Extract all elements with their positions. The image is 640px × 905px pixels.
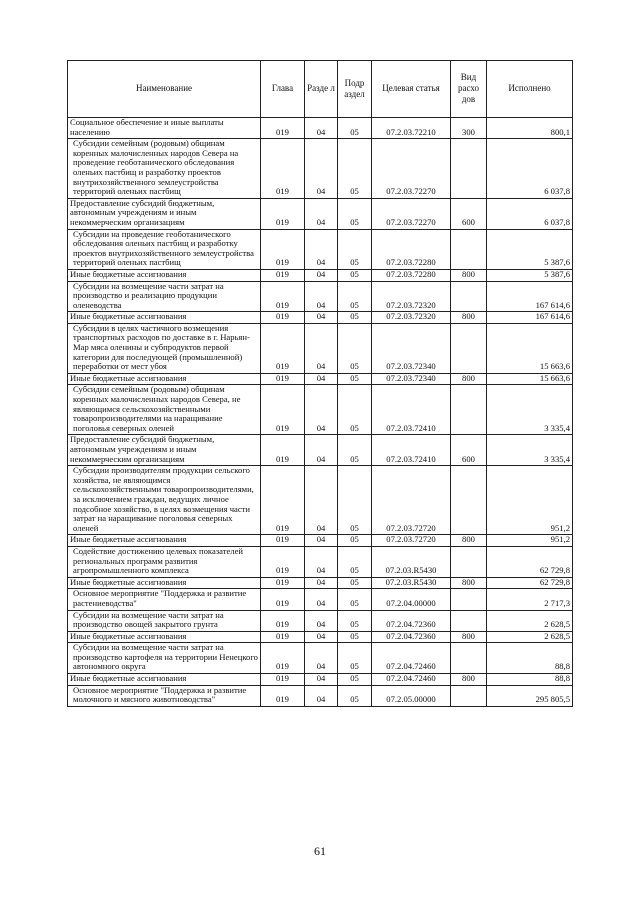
row-name-cell: Иные бюджетные ассигнования [68, 674, 261, 686]
row-vid-cell [451, 643, 487, 674]
row-podrazdel-cell: 05 [338, 373, 372, 385]
row-statya-cell: 07.2.03.72320 [372, 281, 451, 312]
row-glava-cell: 019 [261, 535, 305, 547]
row-statya-cell: 07.2.03.R5430 [372, 577, 451, 589]
row-statya-cell: 07.2.03.72720 [372, 535, 451, 547]
row-glava-cell: 019 [261, 229, 305, 269]
row-glava-cell: 019 [261, 312, 305, 324]
table-row [68, 435, 573, 466]
row-podrazdel-cell: 05 [338, 281, 372, 312]
header-statya: Целевая статья [372, 61, 451, 118]
row-name-cell: Иные бюджетные ассигнования [68, 312, 261, 324]
header-name: Наименование [68, 61, 261, 118]
table-row [68, 631, 573, 643]
row-name-cell: Субсидии на возмещение части затрат на производство картофеля на территории Ненецкого автономного округа [68, 643, 261, 674]
row-razdel-cell: 04 [305, 229, 338, 269]
row-vid-cell [451, 229, 487, 269]
row-podrazdel-cell: 05 [338, 589, 372, 610]
header-vid: Вид расхо дов [451, 61, 487, 118]
row-razdel-cell: 04 [305, 312, 338, 324]
row-podrazdel-cell: 05 [338, 118, 372, 139]
row-ispolneno-cell: 800,1 [487, 118, 573, 139]
row-statya-cell: 07.2.03.72320 [372, 312, 451, 324]
row-glava-cell: 019 [261, 435, 305, 466]
row-podrazdel-cell: 05 [338, 674, 372, 686]
row-ispolneno-cell: 2 628,5 [487, 631, 573, 643]
row-ispolneno-cell: 951,2 [487, 466, 573, 535]
row-name-cell: Субсидии в целях частичного возмещения транспортных расходов по доставке в г. Нарьян-Мар мяса оленины и субпродуктов первой категории для последующей (промышленной) переработки от мест убоя [68, 323, 261, 373]
row-glava-cell: 019 [261, 643, 305, 674]
table-row [68, 685, 573, 706]
header-glava: Глава [261, 61, 305, 118]
row-statya-cell: 07.2.03.72410 [372, 385, 451, 435]
row-razdel-cell: 04 [305, 589, 338, 610]
row-glava-cell: 019 [261, 139, 305, 199]
table-row [68, 466, 573, 535]
row-ispolneno-cell: 5 387,6 [487, 269, 573, 281]
row-vid-cell: 800 [451, 373, 487, 385]
row-statya-cell: 07.2.04.72360 [372, 610, 451, 631]
row-podrazdel-cell: 05 [338, 577, 372, 589]
row-razdel-cell: 04 [305, 373, 338, 385]
row-vid-cell [451, 139, 487, 199]
header-razdel: Разде л [305, 61, 338, 118]
table-row [68, 546, 573, 577]
row-name-cell: Субсидии на проведение геоботанического обследования оленьих пастбищ и разработку проектов внутрихозяйственного землеустройства территорий оленьих пастбищ [68, 229, 261, 269]
table-row [68, 312, 573, 324]
row-statya-cell: 07.2.03.72410 [372, 435, 451, 466]
row-vid-cell: 800 [451, 577, 487, 589]
row-glava-cell: 019 [261, 685, 305, 706]
row-ispolneno-cell: 88,8 [487, 674, 573, 686]
row-glava-cell: 019 [261, 674, 305, 686]
header-ispolneno: Исполнено [487, 61, 573, 118]
row-name-cell: Предоставление субсидий бюджетным, автономным учреждениям и иным некоммерческим организациям [68, 198, 261, 229]
table-row [68, 281, 573, 312]
row-razdel-cell: 04 [305, 685, 338, 706]
row-razdel-cell: 04 [305, 535, 338, 547]
row-statya-cell: 07.2.03.72270 [372, 198, 451, 229]
table-row [68, 385, 573, 435]
row-vid-cell: 800 [451, 535, 487, 547]
row-name-cell: Субсидии производителям продукции сельского хозяйства, не являющимся сельскохозяйственными товаропроизводителями, за исключением граждан, ведущих личное подсобное хозяйство, в целях возмещения части затрат на наращивание поголовья северных оленей [68, 466, 261, 535]
row-statya-cell: 07.2.03.R5430 [372, 546, 451, 577]
row-podrazdel-cell: 05 [338, 546, 372, 577]
row-vid-cell: 800 [451, 312, 487, 324]
table-row [68, 323, 573, 373]
row-ispolneno-cell: 15 663,6 [487, 323, 573, 373]
table-row [68, 643, 573, 674]
row-razdel-cell: 04 [305, 674, 338, 686]
table-row [68, 373, 573, 385]
row-podrazdel-cell: 05 [338, 435, 372, 466]
row-statya-cell: 07.2.03.72280 [372, 269, 451, 281]
row-ispolneno-cell: 167 614,6 [487, 312, 573, 324]
row-name-cell: Основное мероприятие "Поддержка и развитие растениеводства" [68, 589, 261, 610]
row-ispolneno-cell: 6 037,8 [487, 198, 573, 229]
row-ispolneno-cell: 3 335,4 [487, 385, 573, 435]
row-glava-cell: 019 [261, 610, 305, 631]
row-ispolneno-cell: 167 614,6 [487, 281, 573, 312]
row-statya-cell: 07.2.04.72460 [372, 643, 451, 674]
row-name-cell: Содействие достижению целевых показателей региональных программ развития агропромышленного комплекса [68, 546, 261, 577]
row-razdel-cell: 04 [305, 546, 338, 577]
table-header-row [68, 61, 573, 118]
row-razdel-cell: 04 [305, 631, 338, 643]
row-razdel-cell: 04 [305, 385, 338, 435]
row-glava-cell: 019 [261, 198, 305, 229]
budget-execution-table [67, 60, 573, 707]
row-ispolneno-cell: 6 037,8 [487, 139, 573, 199]
header-podrazdel: Подр аздел [338, 61, 372, 118]
row-podrazdel-cell: 05 [338, 312, 372, 324]
row-razdel-cell: 04 [305, 139, 338, 199]
row-vid-cell [451, 281, 487, 312]
row-ispolneno-cell: 62 729,8 [487, 546, 573, 577]
row-ispolneno-cell: 88,8 [487, 643, 573, 674]
row-ispolneno-cell: 5 387,6 [487, 229, 573, 269]
row-podrazdel-cell: 05 [338, 385, 372, 435]
row-razdel-cell: 04 [305, 323, 338, 373]
row-glava-cell: 019 [261, 466, 305, 535]
row-glava-cell: 019 [261, 118, 305, 139]
row-statya-cell: 07.2.03.72280 [372, 229, 451, 269]
row-ispolneno-cell: 951,2 [487, 535, 573, 547]
row-name-cell: Иные бюджетные ассигнования [68, 535, 261, 547]
row-glava-cell: 019 [261, 385, 305, 435]
row-ispolneno-cell: 2 717,3 [487, 589, 573, 610]
table-row [68, 269, 573, 281]
row-razdel-cell: 04 [305, 577, 338, 589]
table-row [68, 674, 573, 686]
row-statya-cell: 07.2.03.72270 [372, 139, 451, 199]
row-glava-cell: 019 [261, 546, 305, 577]
row-name-cell: Предоставление субсидий бюджетным, автономным учреждениям и иным некоммерческим организациям [68, 435, 261, 466]
row-name-cell: Иные бюджетные ассигнования [68, 577, 261, 589]
page-number: 61 [314, 844, 326, 858]
budget-table-container [67, 60, 572, 707]
table-row [68, 610, 573, 631]
row-razdel-cell: 04 [305, 466, 338, 535]
row-podrazdel-cell: 05 [338, 466, 372, 535]
row-name-cell: Иные бюджетные ассигнования [68, 631, 261, 643]
row-statya-cell: 07.2.04.00000 [372, 589, 451, 610]
row-razdel-cell: 04 [305, 643, 338, 674]
row-name-cell: Субсидии семейным (родовым) общинам коренных малочисленных народов Севера, не являющимся сельскохозяйственными товаропроизводителями на наращивание поголовья северных оленей [68, 385, 261, 435]
row-ispolneno-cell: 3 335,4 [487, 435, 573, 466]
table-row [68, 535, 573, 547]
row-name-cell: Основное мероприятие "Поддержка и развитие молочного и мясного животноводства" [68, 685, 261, 706]
row-name-cell: Субсидии на возмещение части затрат на производство и реализацию продукции оленеводства [68, 281, 261, 312]
row-podrazdel-cell: 05 [338, 535, 372, 547]
row-vid-cell [451, 385, 487, 435]
row-name-cell: Социальное обеспечение и иные выплаты населению [68, 118, 261, 139]
row-glava-cell: 019 [261, 589, 305, 610]
row-razdel-cell: 04 [305, 281, 338, 312]
row-vid-cell: 600 [451, 198, 487, 229]
row-razdel-cell: 04 [305, 198, 338, 229]
row-vid-cell [451, 685, 487, 706]
row-ispolneno-cell: 2 628,5 [487, 610, 573, 631]
row-vid-cell: 800 [451, 631, 487, 643]
row-glava-cell: 019 [261, 269, 305, 281]
row-ispolneno-cell: 62 729,8 [487, 577, 573, 589]
row-glava-cell: 019 [261, 631, 305, 643]
row-statya-cell: 07.2.03.72340 [372, 373, 451, 385]
table-body [68, 118, 573, 707]
row-statya-cell: 07.2.04.72460 [372, 674, 451, 686]
row-podrazdel-cell: 05 [338, 323, 372, 373]
table-row [68, 118, 573, 139]
table-row [68, 577, 573, 589]
row-podrazdel-cell: 05 [338, 631, 372, 643]
row-statya-cell: 07.2.03.72210 [372, 118, 451, 139]
row-glava-cell: 019 [261, 323, 305, 373]
row-vid-cell: 600 [451, 435, 487, 466]
row-ispolneno-cell: 15 663,6 [487, 373, 573, 385]
row-statya-cell: 07.2.04.72360 [372, 631, 451, 643]
table-row [68, 139, 573, 199]
row-glava-cell: 019 [261, 577, 305, 589]
row-glava-cell: 019 [261, 281, 305, 312]
row-name-cell: Субсидии семейным (родовым) общинам коренных малочисленных народов Севера на проведение геоботанического обследования оленьих пастбищ и разработку проектов внутрихозяйственного землеустройства территорий оленьих пастбищ [68, 139, 261, 199]
table-row [68, 589, 573, 610]
row-vid-cell: 800 [451, 269, 487, 281]
row-razdel-cell: 04 [305, 610, 338, 631]
row-vid-cell [451, 546, 487, 577]
row-vid-cell [451, 610, 487, 631]
row-podrazdel-cell: 05 [338, 610, 372, 631]
row-vid-cell [451, 323, 487, 373]
row-statya-cell: 07.2.03.72720 [372, 466, 451, 535]
row-podrazdel-cell: 05 [338, 198, 372, 229]
row-podrazdel-cell: 05 [338, 229, 372, 269]
row-podrazdel-cell: 05 [338, 139, 372, 199]
row-glava-cell: 019 [261, 373, 305, 385]
row-statya-cell: 07.2.05.00000 [372, 685, 451, 706]
row-podrazdel-cell: 05 [338, 643, 372, 674]
row-vid-cell [451, 589, 487, 610]
table-row [68, 198, 573, 229]
row-name-cell: Иные бюджетные ассигнования [68, 373, 261, 385]
row-vid-cell: 800 [451, 674, 487, 686]
row-razdel-cell: 04 [305, 435, 338, 466]
table-row [68, 229, 573, 269]
row-razdel-cell: 04 [305, 269, 338, 281]
row-ispolneno-cell: 295 805,5 [487, 685, 573, 706]
row-vid-cell: 300 [451, 118, 487, 139]
row-name-cell: Субсидии на возмещение части затрат на производство овощей закрытого грунта [68, 610, 261, 631]
row-podrazdel-cell: 05 [338, 269, 372, 281]
row-statya-cell: 07.2.03.72340 [372, 323, 451, 373]
row-razdel-cell: 04 [305, 118, 338, 139]
row-podrazdel-cell: 05 [338, 685, 372, 706]
row-vid-cell [451, 466, 487, 535]
row-name-cell: Иные бюджетные ассигнования [68, 269, 261, 281]
